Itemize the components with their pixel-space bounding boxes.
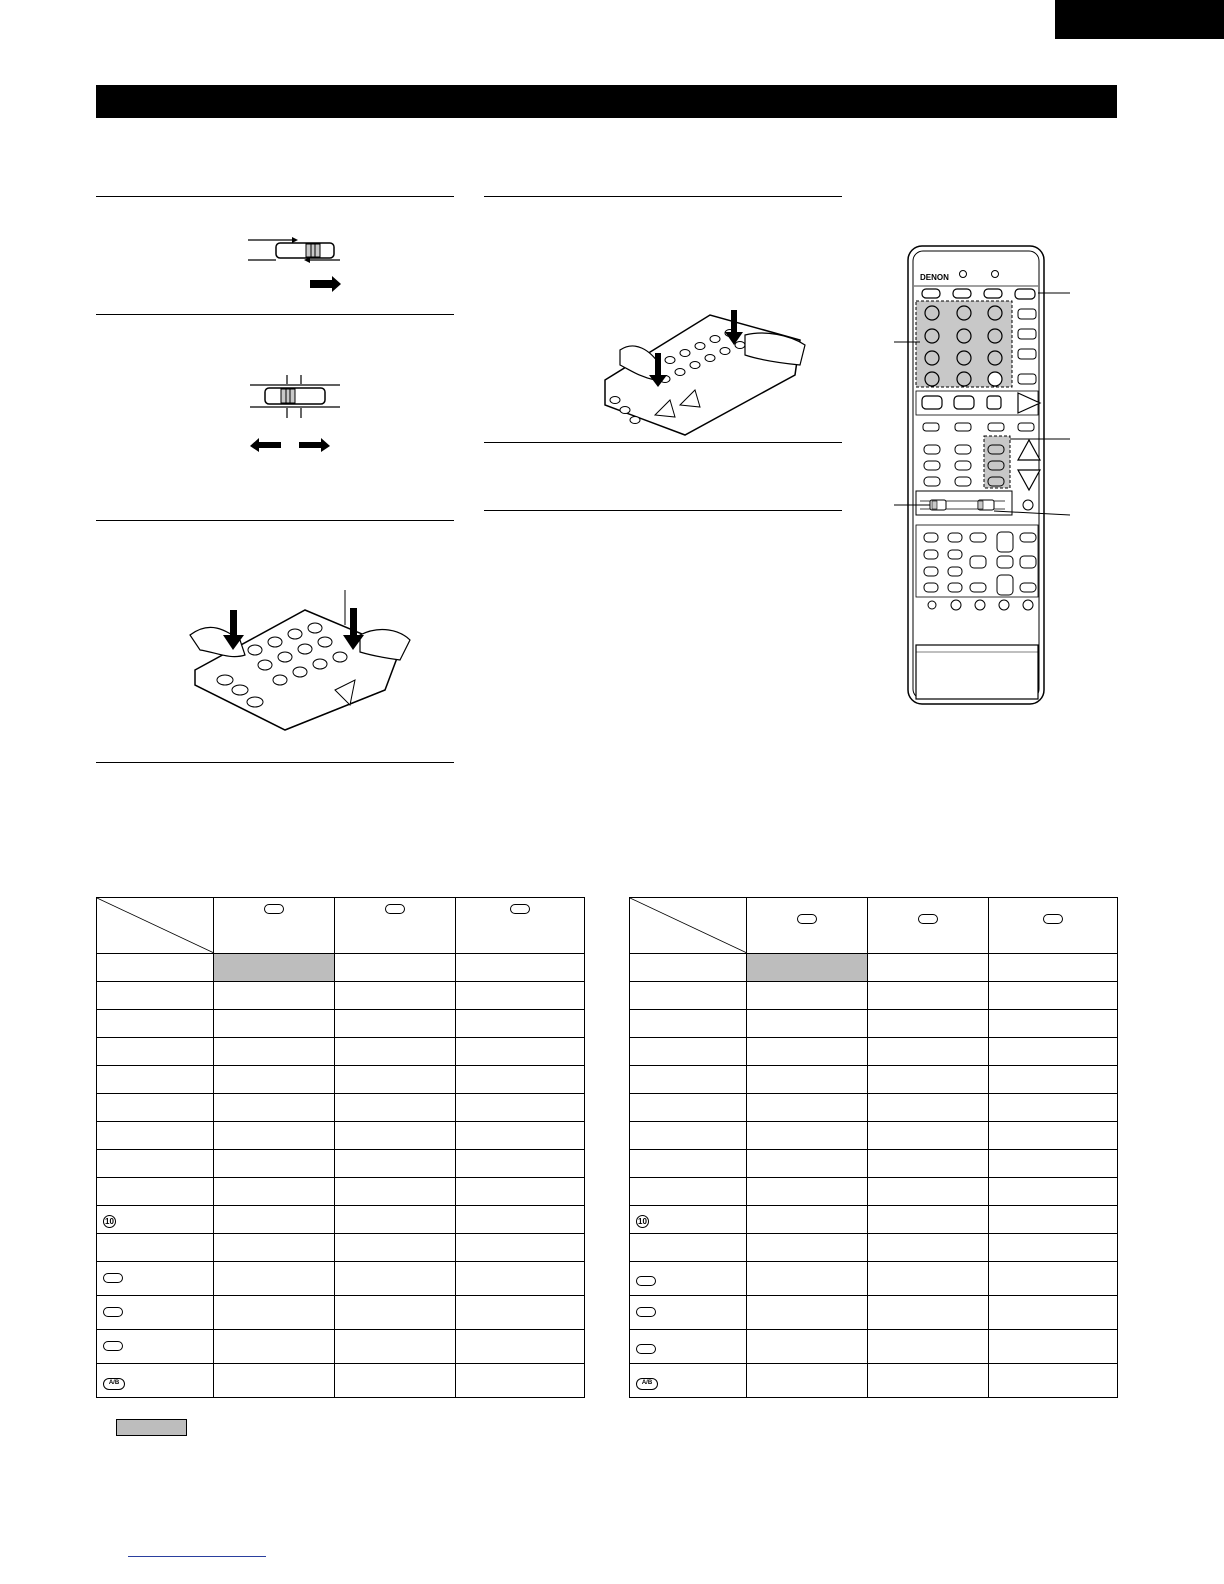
header-cell-3 <box>989 898 1118 954</box>
table-row <box>630 1262 1118 1296</box>
table-row <box>630 1178 1118 1206</box>
rule-mid-2 <box>484 442 842 443</box>
pill-button-icon <box>103 1341 123 1351</box>
pill-button-icon <box>797 914 817 924</box>
table-row <box>97 1296 585 1330</box>
table-row <box>97 1010 585 1038</box>
rule-mid-3 <box>484 510 842 511</box>
header-cell-1 <box>747 898 868 954</box>
remote-brand-label: DENON <box>920 273 949 282</box>
remote-control-diagram <box>890 245 1075 707</box>
header-cell-2 <box>868 898 989 954</box>
shaded-cell <box>747 954 868 982</box>
compatibility-table-right <box>629 897 1118 1398</box>
table-row <box>97 954 585 982</box>
shaded-cell <box>214 954 335 982</box>
table-row <box>630 1094 1118 1122</box>
diagonal-corner-cell <box>630 898 747 954</box>
rule-left-1 <box>96 196 454 197</box>
header-cell-2 <box>335 898 456 954</box>
table-row <box>630 1330 1118 1364</box>
rule-left-4 <box>96 762 454 763</box>
table-row <box>630 1010 1118 1038</box>
hands-pressing-remote-illustration-2 <box>595 305 810 440</box>
pill-button-icon <box>918 914 938 924</box>
pill-button-icon <box>636 1276 656 1286</box>
table-row <box>97 1206 585 1234</box>
section-header-bar <box>96 85 1117 118</box>
table-row <box>97 1094 585 1122</box>
ab-button-icon: A/B <box>636 1378 658 1390</box>
pill-button-icon <box>385 904 405 914</box>
rule-left-2 <box>96 314 454 315</box>
table-row <box>630 1296 1118 1330</box>
table-row <box>630 1206 1118 1234</box>
table-row <box>97 1364 585 1398</box>
table-header-row <box>97 898 585 954</box>
table-row <box>97 1066 585 1094</box>
table-row <box>97 1234 585 1262</box>
legend-shade-swatch <box>116 1419 187 1436</box>
table-row <box>97 1038 585 1066</box>
table-row <box>97 1178 585 1206</box>
header-cell-1 <box>214 898 335 954</box>
slide-switch-illustration-1 <box>240 232 350 297</box>
compatibility-table-left <box>96 897 585 1398</box>
slide-switch-illustration-2 <box>245 372 345 452</box>
table-row <box>97 1122 585 1150</box>
pill-button-icon <box>1043 914 1063 924</box>
table-row <box>630 1150 1118 1178</box>
table-row <box>630 1364 1118 1398</box>
header-cell-3 <box>456 898 585 954</box>
bottom-link-underline[interactable] <box>128 1556 266 1557</box>
table-header-row <box>630 898 1118 954</box>
rule-left-3 <box>96 520 454 521</box>
ab-button-icon: A/B <box>103 1378 125 1390</box>
page-tab <box>1055 0 1224 39</box>
table-row <box>630 1066 1118 1094</box>
pill-button-icon <box>264 904 284 914</box>
rule-mid-1 <box>484 196 842 197</box>
pill-button-icon <box>510 904 530 914</box>
table-row <box>97 1330 585 1364</box>
circle-10-icon: 10 <box>636 1215 649 1228</box>
table-row <box>630 1122 1118 1150</box>
table-row <box>97 982 585 1010</box>
table-row <box>97 1150 585 1178</box>
table-row <box>630 1038 1118 1066</box>
table-row <box>97 1262 585 1296</box>
pill-button-icon <box>636 1307 656 1317</box>
circle-10-icon: 10 <box>103 1215 116 1228</box>
table-row <box>630 954 1118 982</box>
table-row <box>630 982 1118 1010</box>
pill-button-icon <box>103 1273 123 1283</box>
hands-pressing-remote-illustration-1 <box>185 590 415 735</box>
table-row <box>630 1234 1118 1262</box>
pill-button-icon <box>636 1344 656 1354</box>
diagonal-corner-cell <box>97 898 214 954</box>
pill-button-icon <box>103 1307 123 1317</box>
